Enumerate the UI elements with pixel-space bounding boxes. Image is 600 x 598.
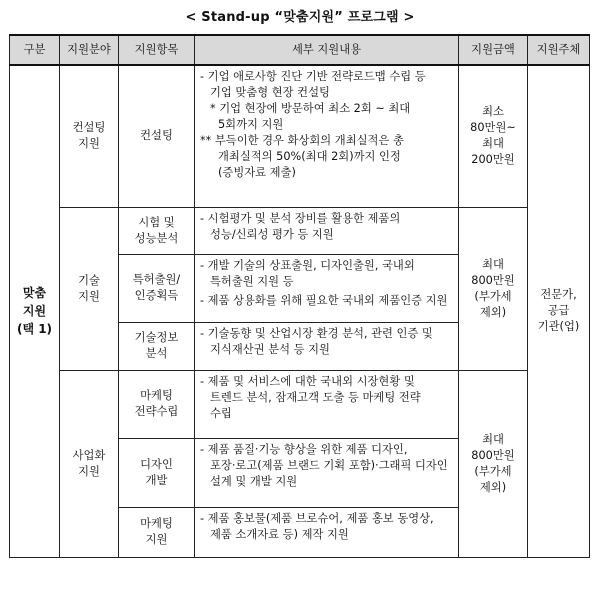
item-consulting: 컨설팅 [119,65,195,207]
detail-marketing-support: - 제품 홍보물(제품 브로슈어, 제품 홍보 동영상, 제품 소개자료 등) 제작 지원 [195,507,459,557]
detail-marketing-strategy: - 제품 및 서비스에 대한 국내외 시장현황 및 트렌드 분석, 잠재고객 도출 등 마케팅 전략 수립 [195,370,459,438]
amount-biz: 최대 800만원 (부가세 제외) [459,370,528,557]
field-tech: 기술 지원 [60,207,119,370]
header-amount: 지원금액 [459,35,528,65]
header-detail: 세부 지원내용 [195,35,459,65]
table-row [10,65,590,207]
amount-consulting: 최소 80만원~ 최대 200만원 [459,65,528,207]
item-test: 시험 및 성능분석 [119,207,195,254]
detail-test: - 시험평가 및 분석 장비를 활용한 제품의 성능/신뢰성 평가 등 지원 [195,207,459,254]
category-cell: 맞춤 지원 (택 1) [10,65,60,557]
page-title: < Stand-up “맞춤지원” 프로그램 > [185,10,415,25]
detail-patent: - 개발 기술의 상표출원, 디자인출원, 국내외 특허출원 지원 등 - 제품 상용화를 위해 필요한 국내외 제품인증 지원 [195,254,459,322]
header-row [10,35,590,65]
detail-consulting: - 기업 애로사항 진단 기반 전략로드맵 수립 등 기업 맞춤형 현장 컨설팅 * 기업 현장에 방문하여 최소 2회 ~ 최대 5회까지 지원 ** 부득이한 경우 화상회의 개최실적은 총 개최실적의 50%(최대 2회)까지 인정 (증빙자료 제출) [195,65,459,207]
detail-design: - 제품 품질·기능 향상을 위한 제품 디자인, 포장·로고(제품 브랜드 기획 포함)·그래픽 디자인 설계 및 개발 지원 [195,438,459,507]
header-field: 지원분야 [60,35,119,65]
table-row [10,370,590,438]
item-marketing-support: 마케팅 지원 [119,507,195,557]
detail-techinfo: - 기술동향 및 산업시장 환경 분석, 관련 인증 및 지식재산권 분석 등 지원 [195,322,459,370]
item-techinfo: 기술정보 분석 [119,322,195,370]
field-biz: 사업화 지원 [60,370,119,557]
support-table [9,34,590,558]
table-row [10,207,590,254]
header-category: 구분 [10,35,60,65]
field-consulting: 컨설팅 지원 [60,65,119,207]
provider-cell: 전문가, 공급 기관(업) [528,65,590,557]
item-design: 디자인 개발 [119,438,195,507]
item-patent: 특허출원/ 인증획득 [119,254,195,322]
header-item: 지원항목 [119,35,195,65]
amount-tech: 최대 800만원 (부가세 제외) [459,207,528,370]
header-provider: 지원주체 [528,35,590,65]
item-marketing-strategy: 마케팅 전략수립 [119,370,195,438]
